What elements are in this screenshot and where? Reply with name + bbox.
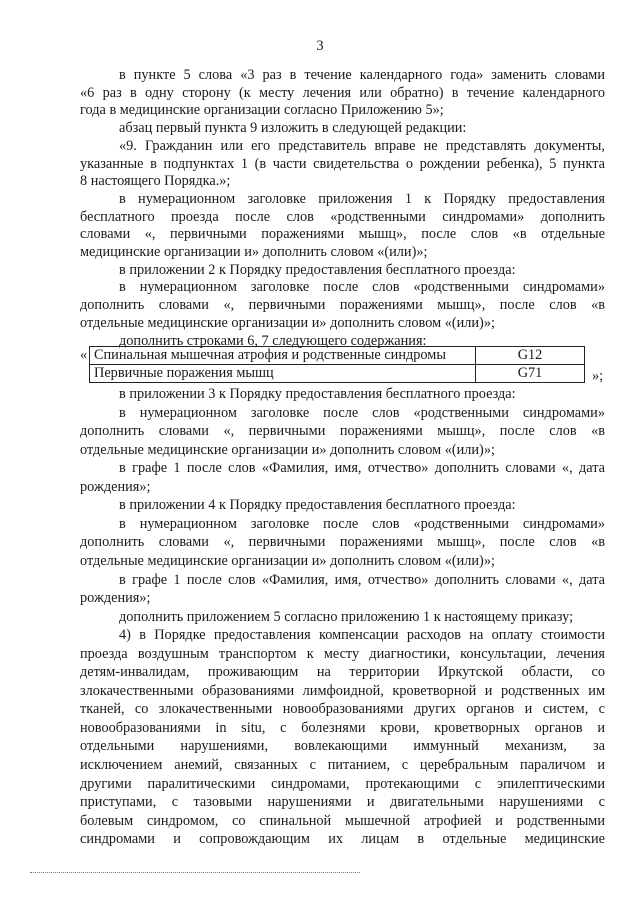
text-line: в нумерационном заголовке после слов «родственными синдромами»: [119, 515, 605, 532]
text-line: детям-инвалидам, проживающим на территории Иркутской области, со: [80, 664, 605, 681]
text-line: тканей, со злокачественными новообразованиями других органов и систем, с: [80, 701, 605, 718]
text-line: болевым синдромом, со спинальной мышечной атрофией и родственными: [80, 812, 605, 829]
text-line: 8 настоящего Порядка.»;: [80, 173, 231, 190]
diagnosis-name-cell: Спинальная мышечная атрофия и родственные синдромы: [90, 347, 476, 365]
text-line: злокачественными образованиями лимфоидной, кроветворной и родственных им: [80, 682, 605, 699]
text-line: дополнить приложением 5 согласно приложению 1 к настоящему приказу;: [119, 608, 574, 625]
text-line: рождения»;: [80, 478, 151, 495]
text-line: исключением анемий, связанных с питанием, с церебральным параличом и: [80, 757, 605, 773]
text-line: 4) в Порядке предоставления компенсации расходов на оплату стоимости: [119, 627, 605, 644]
table-close-quote: »;: [592, 368, 604, 384]
table-row: [90, 365, 585, 383]
text-line: синдромами и сопровождающим их лицам в отдельные медицинские: [80, 831, 605, 848]
diagnosis-code-table: [89, 346, 585, 383]
text-line: дополнить словами «, первичными поражениями мышц», после слов «в: [80, 534, 605, 551]
text-line: отдельные медицинские организации и» дополнить словом «(или)»;: [80, 441, 495, 458]
text-line: новообразованиями in situ, с болезнями крови, кроветворных органов и: [80, 719, 605, 736]
text-line: в приложении 4 к Порядку предоставления бесплатного проезда:: [119, 497, 516, 514]
text-line: в приложении 2 к Порядку предоставления бесплатного проезда:: [119, 261, 516, 278]
text-line: проезда воздушным транспортом к месту диагностики, консультации, лечения: [80, 645, 605, 662]
text-line: бесплатного проезда после слов «родственными синдромами» дополнить: [80, 208, 605, 225]
text-line: отдельные медицинские организации и» дополнить словом «(или)»;: [80, 552, 495, 569]
text-line: «6 раз в одну сторону (к месту лечения или обратно) в течение календарного: [80, 84, 605, 101]
text-line: года в медицинские организации согласно Приложению 5»;: [80, 102, 444, 119]
page-number: 3: [316, 38, 324, 54]
text-line: в пункте 5 слова «3 раз в течение календарного года» заменить словами: [119, 67, 605, 83]
text-line: абзац первый пункта 9 изложить в следующей редакции:: [119, 120, 467, 137]
text-line: указанные в подпунктах 1 (в части свидетельства о рождении ребенка), 5 пункта: [80, 155, 605, 172]
text-line: дополнить словами «, первичными поражениями мышц», после слов «в: [80, 423, 605, 440]
table-row: [90, 347, 585, 365]
text-line: в нумерационном заголовке после слов «родственными синдромами»: [119, 404, 605, 421]
text-line: другими паралитическими синдромами, протекающими с эпилептическими: [80, 775, 605, 792]
text-line: словами «, первичными поражениями мышц», после слов «в отдельные: [80, 226, 605, 243]
diagnosis-code-cell: G71: [476, 365, 585, 383]
footer-divider: [30, 872, 360, 873]
diagnosis-code-cell: G12: [476, 347, 585, 365]
text-line: отдельные медицинские организации и» дополнить словом «(или)»;: [80, 314, 495, 331]
text-line: в нумерационном заголовке после слов «родственными синдромами»: [119, 279, 605, 296]
text-line: в нумерационном заголовке приложения 1 к Порядку предоставления: [119, 190, 605, 207]
text-line: отдельными нарушениями, вовлекающими иммунный механизм, за: [80, 738, 605, 755]
text-line: рождения»;: [80, 590, 151, 607]
text-line: дополнить строками 6, 7 следующего содержания:: [119, 332, 427, 349]
diagnosis-name-cell: Первичные поражения мышц: [90, 365, 476, 383]
text-line: в графе 1 после слов «Фамилия, имя, отчество» дополнить словами «, дата: [119, 460, 605, 477]
text-line: дополнить словами «, первичными поражениями мышц», после слов «в: [80, 297, 605, 314]
text-line: «9. Гражданин или его представитель вправе не представлять документы,: [119, 137, 605, 154]
table-open-quote: «: [80, 347, 88, 363]
text-line: медицинские организации и» дополнить словом «(или)»;: [80, 244, 428, 260]
text-line: в приложении 3 к Порядку предоставления бесплатного проезда:: [119, 386, 516, 402]
text-line: в графе 1 после слов «Фамилия, имя, отчество» дополнить словами «, дата: [119, 571, 605, 588]
text-line: приступами, с тазовыми нарушениями и двигательными нарушениями с: [80, 794, 605, 811]
